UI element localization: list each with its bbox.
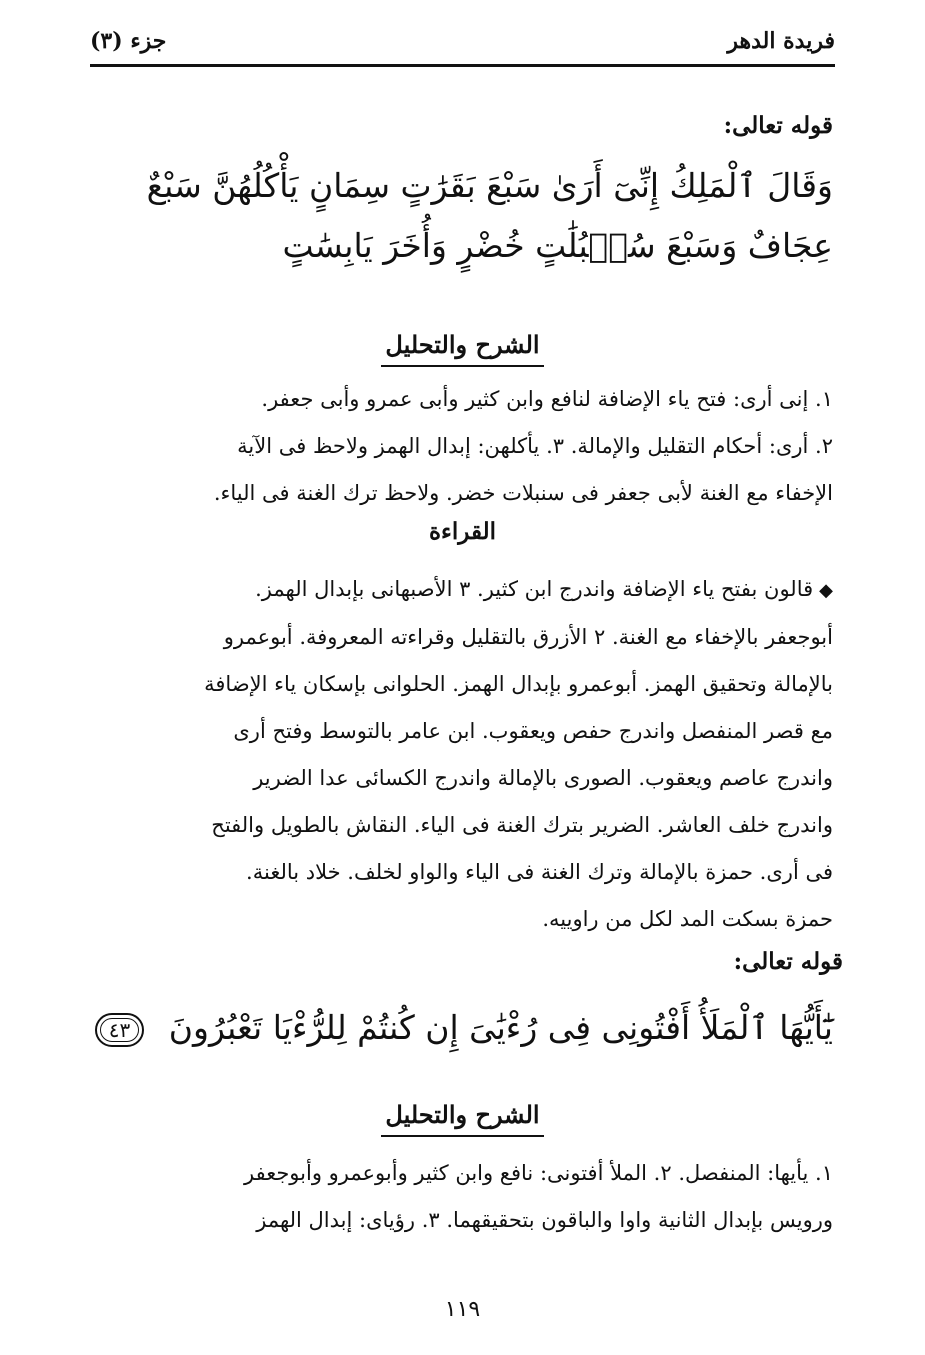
qiraa-line: فى أرى. حمزة بالإمالة وترك الغنة فى الياء والواو لخلف. خلاد بالغنة. bbox=[246, 860, 833, 884]
verse-intro: قوله تعالى: bbox=[723, 112, 833, 139]
header-rule bbox=[90, 64, 835, 67]
sharh-line: الإخفاء مع الغنة لأبى جعفر فى سنبلات خضر. ولاحظ ترك الغنة فى الياء. bbox=[213, 481, 833, 505]
sharh-line: ورويس بإبدال الثانية واوا والباقون بتحقيقهما. ٣. رؤياى: إبدال الهمز bbox=[256, 1208, 833, 1232]
verse-line: وَقَالَ ٱلْمَلِكُ إِنِّىٓ أَرَىٰ سَبْعَ بَقَرَٰتٍ سِمَانٍ يَأْكُلُهُنَّ سَبْعٌ bbox=[146, 166, 833, 205]
qiraa-line: بالإمالة وتحقيق الهمز. أبوعمرو بإبدال الهمز. الحلوانى بإسكان ياء الإضافة bbox=[204, 672, 833, 696]
sharh-paragraph bbox=[88, 1150, 833, 1244]
qiraa-line: مع قصر المنفصل واندرج حفص ويعقوب. ابن عامر بالتوسط وفتح أرى bbox=[233, 719, 833, 743]
qiraa-line: واندرج عاصم ويعقوب. الصورى بالإمالة واندرج الكسائى عدا الضرير bbox=[253, 766, 833, 790]
diamond-bullet-icon: ◆ bbox=[819, 580, 833, 601]
quran-verse bbox=[88, 156, 833, 276]
sharh-paragraph bbox=[88, 376, 833, 517]
qiraa-line: أبوجعفر بالإخفاء مع الغنة. ٢ الأزرق بالتقليل وقراءته المعروفة. أبوعمرو bbox=[223, 625, 833, 649]
qiraa-heading: القراءة bbox=[429, 518, 496, 545]
qiraa-line: واندرج خلف العاشر. الضرير بترك الغنة فى الياء. النقاش بالطويل والفتح bbox=[211, 813, 833, 837]
qiraa-paragraph bbox=[88, 566, 833, 943]
quran-verse bbox=[88, 998, 833, 1058]
sharh-line: ٢. أرى: أحكام التقليل والإمالة. ٣. يأكلهن: إبدال الهمز ولاحظ فى الآية bbox=[237, 434, 833, 458]
ayah-number-badge: ٤٣ bbox=[95, 1013, 144, 1047]
part-number: جزء (٣) bbox=[90, 28, 167, 54]
sharh-line: ١. إنى أرى: فتح ياء الإضافة لنافع وابن كثير وأبى عمرو وأبى جعفر. bbox=[261, 387, 833, 411]
verse-intro: قوله تعالى: bbox=[733, 948, 843, 975]
sharh-line: ١. يأيها: المنفصل. ٢. الملأ أفتونى: نافع وابن كثير وأبوعمرو وأبوجعفر bbox=[243, 1161, 833, 1185]
verse-line: عِجَافٌ وَسَبْعَ سُنۢبُلَٰتٍ خُضْرٍ وَأُخَرَ يَابِسَٰتٍ bbox=[282, 226, 833, 265]
book-title: فريدة الدهر bbox=[727, 28, 835, 54]
verse-text: يَٰٓأَيُّهَا ٱلْمَلَأُ أَفْتُونِى فِى رُءْيَٰىَ إِن كُنتُمْ لِلرُّءْيَا تَعْبُرُونَ bbox=[168, 1008, 833, 1047]
qiraa-line: ◆قالون بفتح ياء الإضافة واندرج ابن كثير. ٣ الأصبهانى بإبدال الهمز. bbox=[255, 577, 833, 601]
sharh-heading: الشرح والتحليل bbox=[0, 1100, 925, 1137]
qiraa-line: حمزة بسكت المد لكل من راوييه. bbox=[542, 907, 833, 931]
sharh-heading: الشرح والتحليل bbox=[0, 330, 925, 367]
page-number: ١١٩ bbox=[444, 1297, 481, 1322]
running-header bbox=[90, 24, 835, 60]
